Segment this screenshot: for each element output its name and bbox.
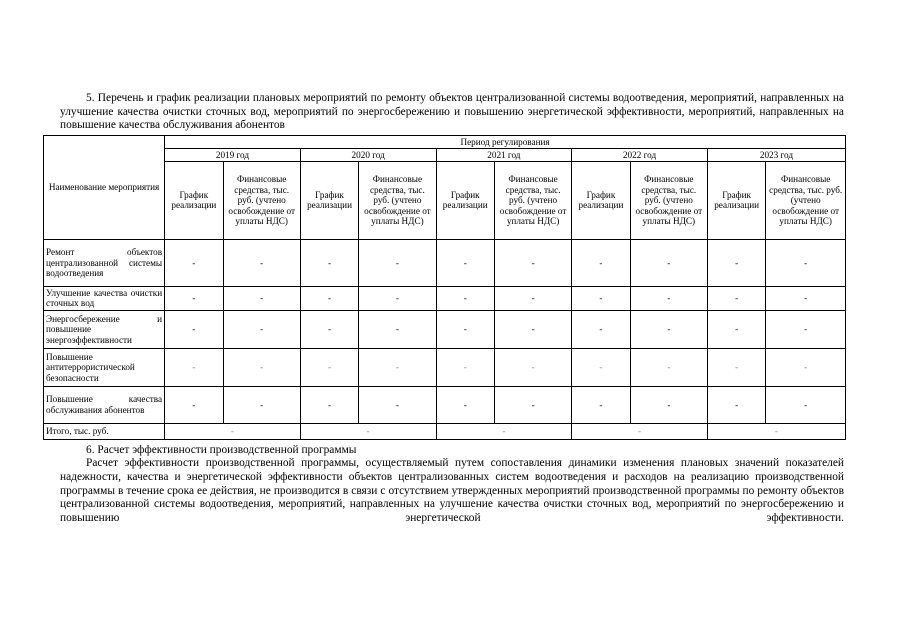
table-row — [44, 239, 846, 286]
cell: - — [300, 286, 358, 310]
cell: - — [630, 310, 707, 348]
cell: - — [359, 386, 436, 423]
cell: - — [630, 286, 707, 310]
header-schedule: График реализации — [300, 161, 358, 239]
cell: - — [707, 386, 765, 423]
cell: - — [300, 239, 358, 286]
cell: - — [436, 386, 494, 423]
cell: - — [494, 386, 571, 423]
section6-title: 6. Расчет эффективности производственной программы — [86, 443, 357, 456]
cell: - — [707, 239, 765, 286]
cell: - — [223, 286, 300, 310]
cell: - — [223, 348, 300, 386]
cell: - — [300, 386, 358, 423]
cell: - — [766, 310, 846, 348]
section6-body: Расчет эффективности производственной программы, осуществляемый путем сопоставления динамики изменения плановых значений показателей надежности, качества и энергетической эффективности объектов централизованных систем водоотведения и расходов на реализацию производственной программы в течение срока ее действия, не производится в связи с отсутствием утвержденных мероприятий производственной программы по ремонту объектов централизованной системы водоотведения, мероприятий, направленных на улучшение качества очистки сточных вод, мероприятий по энергосбережению и повышению энергетической эффективности. — [60, 457, 844, 524]
cell: - — [572, 310, 630, 348]
row-name: Энергосбережение и повышение энергоэффективности — [44, 310, 165, 348]
cell: - — [766, 386, 846, 423]
total-label: Итого, тыс. руб. — [44, 423, 165, 439]
cell: - — [766, 286, 846, 310]
header-schedule: График реализации — [165, 161, 223, 239]
cell: - — [436, 286, 494, 310]
header-schedule: График реализации — [707, 161, 765, 239]
plan-table — [43, 135, 846, 440]
header-finance: Финансовые средства, тыс. руб. (учтено освобождение от уплаты НДС) — [359, 161, 436, 239]
cell: - — [165, 310, 223, 348]
cell: - — [359, 310, 436, 348]
total-cell: - — [300, 423, 436, 439]
cell: - — [165, 286, 223, 310]
table-row — [44, 286, 846, 310]
total-cell: - — [707, 423, 845, 439]
table-row — [44, 348, 846, 386]
total-cell: - — [572, 423, 708, 439]
cell: - — [494, 286, 571, 310]
header-period: Период регулирования — [165, 135, 846, 148]
document-page — [46, 92, 844, 525]
row-name: Ремонт объектов централизованной системы водоотведения — [44, 239, 165, 286]
cell: - — [707, 286, 765, 310]
row-name: Повышение качества обслуживания абонентов — [44, 386, 165, 423]
header-schedule: График реализации — [436, 161, 494, 239]
total-cell: - — [165, 423, 301, 439]
row-name: Улучшение качества очистки сточных вод — [44, 286, 165, 310]
header-year: 2020 год — [300, 148, 436, 161]
header-schedule: График реализации — [572, 161, 630, 239]
total-cell: - — [436, 423, 572, 439]
cell: - — [359, 348, 436, 386]
cell: - — [766, 239, 846, 286]
cell: - — [300, 348, 358, 386]
cell: - — [165, 348, 223, 386]
header-finance: Финансовые средства, тыс. руб. (учтено освобождение от уплаты НДС) — [494, 161, 571, 239]
cell: - — [572, 286, 630, 310]
cell: - — [630, 348, 707, 386]
cell: - — [436, 310, 494, 348]
cell: - — [572, 386, 630, 423]
row-name: Повышение антитеррористической безопасности — [44, 348, 165, 386]
cell: - — [766, 348, 846, 386]
header-year: 2021 год — [436, 148, 572, 161]
cell: - — [436, 239, 494, 286]
table-row — [44, 310, 846, 348]
cell: - — [165, 386, 223, 423]
header-year: 2023 год — [707, 148, 845, 161]
total-row — [44, 423, 846, 439]
cell: - — [436, 348, 494, 386]
header-finance: Финансовые средства, тыс. руб. (учтено освобождение от уплаты НДС) — [223, 161, 300, 239]
cell: - — [223, 386, 300, 423]
cell: - — [165, 239, 223, 286]
cell: - — [630, 386, 707, 423]
cell: - — [572, 239, 630, 286]
cell: - — [494, 239, 571, 286]
section5-title: 5. Перечень и график реализации плановых мероприятий по ремонту объектов централизованной системы водоотведения, мероприятий, направленных на улучшение качества очистки сточных вод, мероприятий по энергосбережению и повышению энергетической эффективности, мероприятий, направленных на повышение качества обслуживания абонентов — [60, 92, 844, 132]
cell: - — [572, 348, 630, 386]
cell: - — [630, 239, 707, 286]
cell: - — [494, 348, 571, 386]
header-name: Наименование мероприятия — [44, 135, 165, 239]
cell: - — [359, 239, 436, 286]
header-finance: Финансовые средства, тыс. руб. (учтено освобождение от уплаты НДС) — [766, 161, 846, 239]
cell: - — [223, 310, 300, 348]
cell: - — [300, 310, 358, 348]
cell: - — [494, 310, 571, 348]
header-year: 2019 год — [165, 148, 301, 161]
cell: - — [223, 239, 300, 286]
header-finance: Финансовые средства, тыс. руб. (учтено освобождение от уплаты НДС) — [630, 161, 707, 239]
cell: - — [707, 310, 765, 348]
header-year: 2022 год — [572, 148, 708, 161]
table-row — [44, 386, 846, 423]
cell: - — [359, 286, 436, 310]
cell: - — [707, 348, 765, 386]
